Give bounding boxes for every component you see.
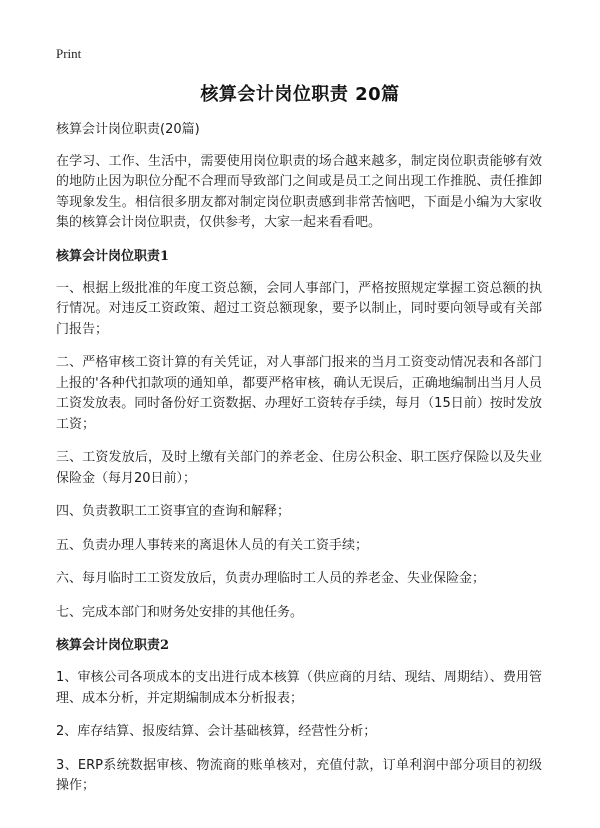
document-body (56, 120, 542, 810)
print-label: Print (56, 46, 82, 61)
section1-item: 六、每月临时工工资发放后，负责办理临时工人员的养老金、失业保险金； (56, 571, 486, 586)
section1-item: 二、严格审核工资计算的有关凭证，对人事部门报来的当月工资变动情况表和各部门上报的'各种代扣款项的通知单，都要严格审核，确认无误后，正确地编制出当月人员工资发放表。同时备份好工资数据、办理好工资转存手续，每月（15日前）按时发放工资； (56, 355, 542, 432)
section1-item: 七、完成本部门和财务处安排的其他任务。 (56, 604, 304, 620)
section2-item: 2、库存结算、报废结算、会计基础核算，经营性分析； (56, 724, 377, 739)
section2-item: 3、ERP系统数据审核、物流商的账单核对，充值付款，订单利润中部分项目的初级操作； (56, 757, 542, 793)
section1-item: 三、工资发放后，及时上缴有关部门的养老金、住房公积金、职工医疗保险以及失业保险金（每月20日前）； (56, 450, 542, 486)
intro-paragraph: 在学习、工作、生活中，需要使用岗位职责的场合越来越多，制定岗位职责能够有效的地防止因为职位分配不合理而导致部门之间或是员工之间出现工作推脱、责任推卸等现象发生。相信很多朋友都对制定岗位职责感到非常苦恼吧，下面是小编为大家收集的核算会计岗位职责，仅供参考，大家一起来看看吧。 (56, 153, 542, 230)
section2-item: 1、审核公司各项成本的支出进行成本核算（供应商的月结、现结、周期结）、费用管理、成本分析，并定期编制成本分析报表； (56, 670, 542, 706)
page-title: 核算会计岗位职责 20篇 (200, 84, 400, 105)
section-heading-2: 核算会计岗位职责2 (56, 638, 170, 653)
section1-item: 四、负责教职工工资事宜的查询和解释； (56, 504, 291, 519)
section1-item: 五、负责办理人事转来的离退休人员的有关工资手续； (56, 537, 369, 553)
document-subtitle: 核算会计岗位职责(20篇) (56, 122, 200, 137)
section-heading-1: 核算会计岗位职责1 (56, 248, 170, 264)
section1-item: 一、根据上级批准的年度工资总额，会同人事部门，严格按照规定掌握工资总额的执行情况。对违反工资政策、超过工资总额现象，要予以制止，同时要向领导或有关部门报告； (56, 280, 542, 337)
